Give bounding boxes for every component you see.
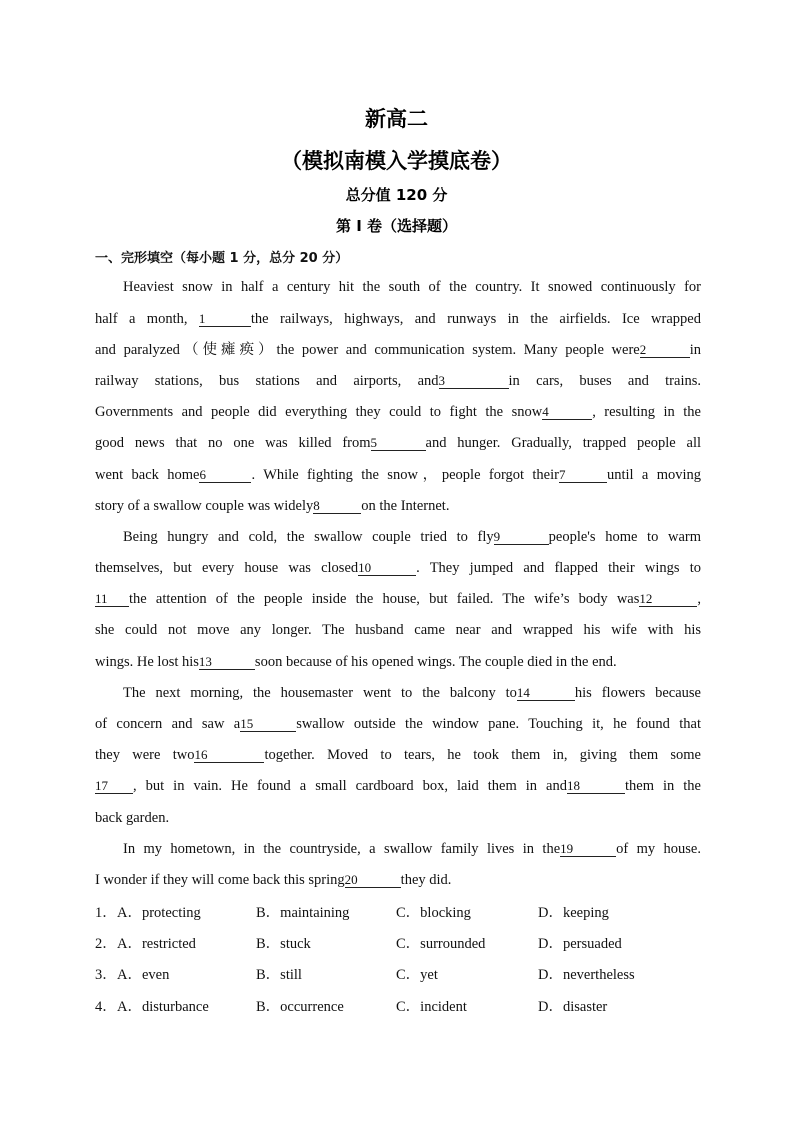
option-d[interactable]: D．nevertheless <box>538 967 635 983</box>
section-heading: 一、完形填空（每小题 1 分，总分 20 分） <box>95 251 349 266</box>
option-b[interactable]: B．maintaining <box>256 905 350 921</box>
blank-9: 9 <box>494 529 549 545</box>
passage-line: Being hungry and cold, the swallow couple tried to fly9 people's home to warm <box>123 529 701 545</box>
passage-line: themselves, but every house was closed10 . They jumped and flapped their wings to <box>95 560 701 576</box>
passage-line: of concern and saw a15 swallow outside the window pane. Touching it, he found that <box>95 716 701 732</box>
total-score: 总分值 120 分 <box>345 186 448 204</box>
question-number: 3． <box>95 967 117 983</box>
option-c[interactable]: C．surrounded <box>396 936 486 952</box>
option-a[interactable]: A．restricted <box>117 936 196 952</box>
option-b[interactable]: B．stuck <box>256 936 311 952</box>
blank-10: 10 <box>358 560 416 576</box>
passage-line: they were two16 together. Moved to tears, he took them in, giving them some <box>95 747 701 763</box>
exam-subtitle: （模拟南模入学摸底卷） <box>281 149 512 173</box>
passage-line: I wonder if they will come back this spring20 they did. <box>95 872 452 888</box>
passage-line: half a month, 1 the railways, highways, and runways in the airfields. Ice wrapped <box>95 311 701 327</box>
passage-line: Heaviest snow in half a century hit the south of the country. It snowed continuously for <box>123 279 701 295</box>
blank-5: 5 <box>371 435 426 451</box>
option-d[interactable]: D．keeping <box>538 905 609 921</box>
option-c[interactable]: C．blocking <box>396 905 471 921</box>
option-d[interactable]: D．disaster <box>538 999 608 1015</box>
option-a[interactable]: A．disturbance <box>117 999 209 1015</box>
blank-20: 20 <box>345 872 401 888</box>
blank-12: 12 <box>639 591 697 607</box>
volume-heading: 第 I 卷（选择题） <box>335 217 458 235</box>
passage-line: she could not move any longer. The husband came near and wrapped his wife with his <box>95 622 701 638</box>
blank-7: 7 <box>559 467 607 483</box>
passage-line: Governments and people did everything they could to fight the snow4 , resulting in the <box>95 404 701 420</box>
exam-title: 新高二 <box>365 107 428 131</box>
passage-line: 17 , but in vain. He found a small cardboard box, laid them in and18 them in the <box>95 778 701 794</box>
option-c[interactable]: C．incident <box>396 999 467 1015</box>
blank-17: 17 <box>95 778 133 794</box>
passage-line: In my hometown, in the countryside, a swallow family lives in the19 of my house. <box>123 841 701 857</box>
option-a[interactable]: A．protecting <box>117 905 201 921</box>
blank-6: 6 <box>199 467 251 483</box>
blank-19: 19 <box>560 841 616 857</box>
blank-16: 16 <box>194 747 264 763</box>
blank-11: 11 <box>95 591 129 607</box>
option-b[interactable]: B．still <box>256 967 302 983</box>
blank-15: 15 <box>240 716 296 732</box>
passage-line: back garden. <box>95 810 170 826</box>
blank-2: 2 <box>640 342 690 358</box>
passage-line: railway stations, bus stations and airports, and3 in cars, buses and trains. <box>95 373 701 389</box>
question-number: 1． <box>95 905 117 921</box>
blank-18: 18 <box>567 778 625 794</box>
option-a[interactable]: A．even <box>117 967 170 983</box>
blank-1: 1 <box>199 311 251 327</box>
passage-line: The next morning, the housemaster went to the balcony to14 his flowers because <box>123 685 701 701</box>
passage-line: 11 the attention of the people inside the house, but failed. The wife’s body was12 , <box>95 591 701 607</box>
passage-line: story of a swallow couple was widely8 on the Internet. <box>95 498 450 514</box>
blank-8: 8 <box>313 498 361 514</box>
blank-4: 4 <box>542 404 592 420</box>
question-number: 2． <box>95 936 117 952</box>
passage-line: wings. He lost his13 soon because of his opened wings. The couple died in the end. <box>95 654 617 670</box>
blank-14: 14 <box>517 685 575 701</box>
passage-line: and paralyzed（使瘫痪）the power and communication system. Many people were2 in <box>95 342 701 358</box>
question-number: 4． <box>95 999 117 1015</box>
blank-3: 3 <box>439 373 509 389</box>
option-b[interactable]: B．occurrence <box>256 999 344 1015</box>
option-c[interactable]: C．yet <box>396 967 438 983</box>
passage-line: good news that no one was killed from5 and hunger. Gradually, trapped people all <box>95 435 701 451</box>
passage-line: went back home6 . While fighting the snow，people forgot their7 until a moving <box>95 467 701 483</box>
option-d[interactable]: D．persuaded <box>538 936 622 952</box>
blank-13: 13 <box>199 654 255 670</box>
